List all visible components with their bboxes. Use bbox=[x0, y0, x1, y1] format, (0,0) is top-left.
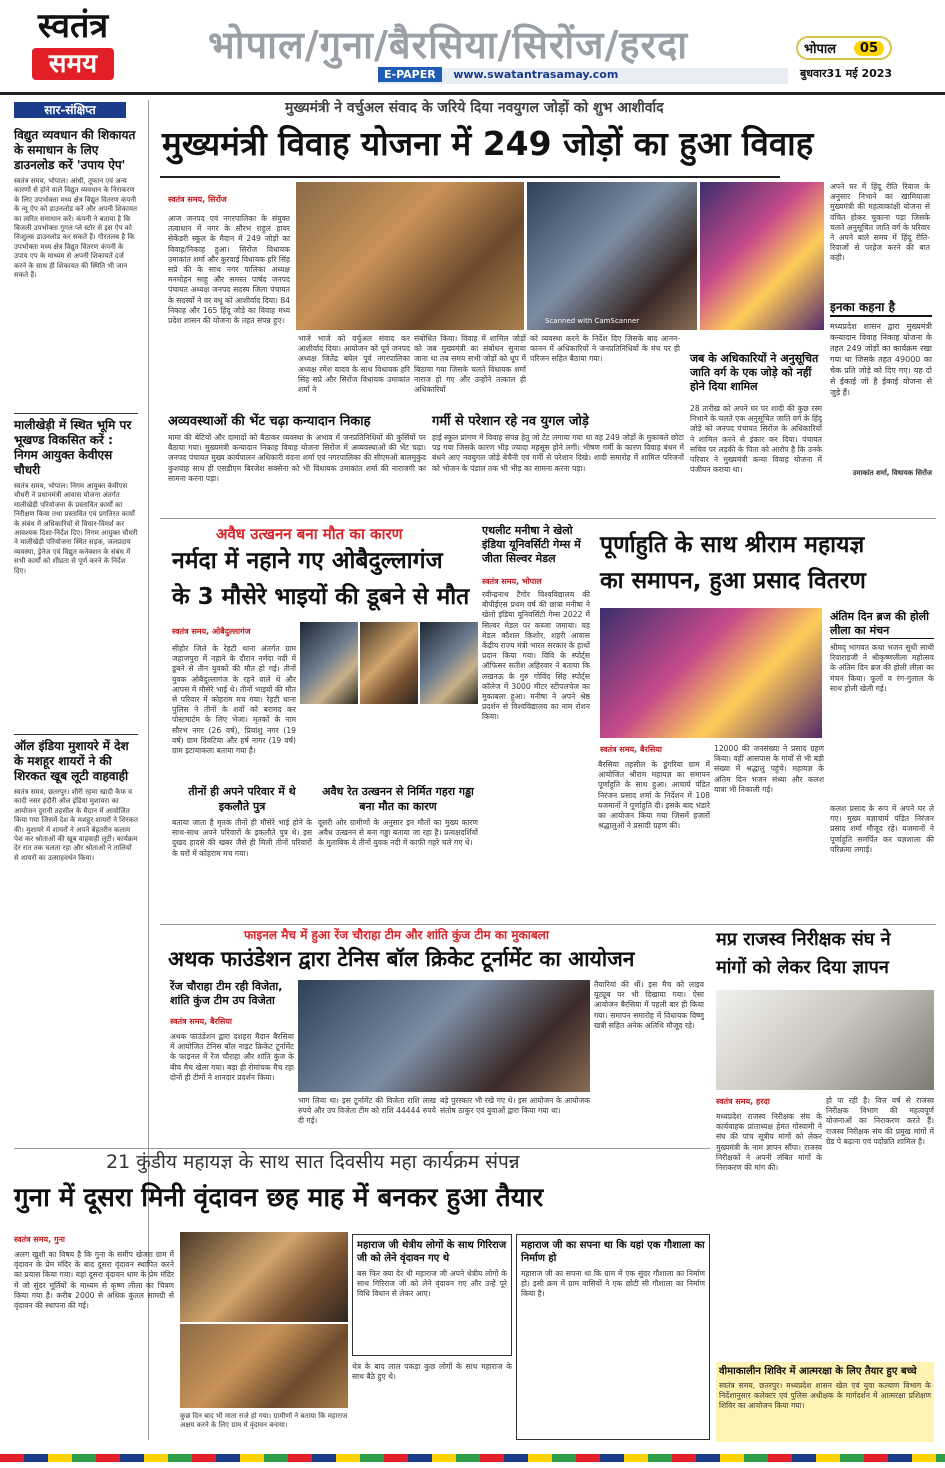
sidebar-item-body: स्वतंत्र समय, भोपाल। आंधी, तूफान एवं अन्य कारणों से होने वाले विद्युत व्यवधान के निराकरण के लिए उपभोक्ता मध्य क्षेत्र विद्युत वितरण कंपनी के न्यू ऐप को डाउनलोड करें और अपनी शिकायत का त्वरित समाधान करें। कंपनी ने बताया है कि बिजली उपभोक्ता गूगल प्ले स्टोर से इस ऐप को निःशुल्क डाउनलोड कर सकते हैं। गौरतलब है कि उपभोक्ता मध्य क्षेत्र विद्युत वितरण कंपनी के उपाय एप के माध्यम से अपनी शिकायतें दर्ज करने के साथ ही शिकायत की स्थिति भी जान सकते हैं। bbox=[14, 177, 138, 280]
camp-box bbox=[716, 1362, 934, 1442]
camp-body: स्वतंत्र समय, छतरपुर। मध्यप्रदेश शासन खेल एवं युवा कल्याण विभाग के निर्देशानुसार कलेक्टर एवं पुलिस अधीक्षक के मार्गदर्शन में आत्मरक्षा प्रशिक्षण शिविर का आयोजन किया गया। bbox=[719, 1381, 931, 1411]
vrindavan-headline: गुना में दूसरा मिनी वृंदावन छह माह में बनकर हुआ तैयार bbox=[14, 1183, 544, 1213]
cricket-team-photo bbox=[298, 980, 590, 1092]
section-rule bbox=[14, 1148, 710, 1149]
section-rule bbox=[160, 924, 936, 925]
masthead-rule bbox=[0, 92, 945, 95]
page-number: 05 bbox=[854, 41, 884, 56]
vrindavan-box-1-head: महाराज जी थेत्रीय लोगों के साथ गिरिराज जी को लेने वृंदावन गए थे bbox=[357, 1240, 507, 1264]
sub-box-2 bbox=[432, 414, 684, 514]
drowning-sub-2: अवैध रेत उत्खनन से निर्मित गहरा गड्ढा बना मौत का कारण bbox=[322, 785, 474, 813]
cricket-body-4: तैयारियां की थीं। इस मैच को लाइव यूट्यूब पर भी दिखाया गया। ऐसा आयोजन बैरसिया में पहली बार ही किया गया। समापन समारोह में विधायक विष्णु खत्री सहित अनेक अतिथि मौजूद रहे। bbox=[594, 980, 704, 1030]
lead-subhead-3: जब के अधिकारियों ने अनुसूचित जाति वर्ग के एक जोड़े को नहीं होने दिया शामिल bbox=[690, 352, 819, 393]
vrindavan-box-3: थेत्र के बाद लाल पकड़ा कुछ लोगों के साथ महाराज के साथ बैठे हुए थे। bbox=[352, 1362, 512, 1382]
sidebar-title: सार-संक्षिप्त bbox=[14, 102, 126, 118]
drowning-body: सीहोर जिले के रेहटी थाना अंतर्गत ग्राम जहाजपुरा में नहाने के दौरान नर्मदा नदी में डूबने से तीन युवकों की मौत हो गई। तीनों युवक ओबैदुल्लागंज के रहने वाले थे और आपस में मौसेरे भाई थे। तीनों भाइयों की मौत से परिवार में कोहराम मच गया। रेहटी थाना पुलिस ने तीनों के शवों को बरामद कर पोस्टमार्टम के लिए भेजा। मृतकों के नाम सौरभ नगर (26 वर्ष), प्रियांशु नगर (19 वर्ष) ग्राम दिवटिया और हर्ष नागर (19 वर्ष) ग्राम इटायाकला बताया गया है। bbox=[172, 644, 296, 756]
column-divider bbox=[148, 100, 149, 1440]
lead-headline: मुख्यमंत्री विवाह योजना में 249 जोड़ों का हुआ विवाह bbox=[162, 124, 814, 163]
drowning-sub-1-body: बताया जाता है मृतक तीनों ही मौसेरे भाई होने के साथ-साथ अपने परिवारों के इकलौते पुत्र थे। इस दुखद हादसे की खबर जैसे ही मिली तीनों परिवारों के घरों में कोहराम मच गया। bbox=[172, 818, 312, 858]
vrindavan-body: अलग खुशी का विषय है कि गुना के समीप खेजरा ग्राम में वृंदावन के प्रेम मंदिर के बाद दूसरा वृंदावन स्थापित करने का प्रयास किया गया। यहां दूसरा वृंदावन धाम के प्रेम मंदिर में जो सुंदर मूर्तियों के माध्यम से कृष्ण लीला का चित्रण किया गया है। करीब 2000 से अधिक कुंतल सामग्री से वृंदावन की स्थापना की गई। bbox=[14, 1250, 174, 1311]
sub-box-1-head: अव्यवस्थाओं की भेंट चढ़ा कन्यादान निकाह bbox=[168, 414, 371, 429]
epaper-label: E-PAPER bbox=[378, 67, 442, 82]
rajasv-photo bbox=[716, 990, 934, 1090]
vrindavan-photo-temple bbox=[180, 1232, 348, 1322]
page-indicator bbox=[796, 36, 892, 60]
yagya-photo bbox=[600, 608, 822, 738]
issue-date: बुधवार31 मई 2023 bbox=[800, 67, 893, 80]
yagya-headline-1: पूर्णाहुति के साथ श्रीराम महायज्ञ bbox=[600, 532, 865, 558]
vrindavan-box-2 bbox=[516, 1234, 710, 1440]
athlete-byline: स्वतंत्र समय, भोपाल bbox=[482, 577, 542, 586]
lead-body-6: 28 तारीख को अपने घर पर शादी की कुछ रस्म निभाने के चलते एक अनुसूचित जाति वर्ग के हिंदू जोड़े को जनपद पंचायत सिरोंज के अधिकारियों ने शामिल करने से इंकार कर दिया। पंचायत सचिव पर लड़की के पिता को आरोप है कि उनके परिवार ने मुख्यमंत्री कन्या विवाह योजना में पंजीयन कराया था। bbox=[690, 404, 822, 475]
rajasv-body-1: मध्यप्रदेश राजस्व निरीक्षक संघ के कार्यवाहक प्रांताध्यक्ष हेमंत गोस्वामी ने संघ की पांच सूत्रीय मांगों को लेकर मुख्यमंत्री के नाम ज्ञापन सौंपा। राजस्व निरीक्षकों ने अपनी लंबित मांगों के निराकरण की मांग की। bbox=[716, 1112, 822, 1173]
holi-body: श्रीमद् भागवत कथा भजन सुधी साथी रिवाराडजी ने श्रीकृष्णलीला महोत्सव के अंतिम दिन ब्रज की होली लीला का मंचन किया। फूलों व रंग-गुलाल के साथ होली खेली गई। bbox=[830, 643, 934, 693]
athlete-body: रवीन्द्रनाथ टैगोर विश्वविद्यालय की बीपीईएस प्रथम वर्ष की छात्रा मनीषा ने खेलो इंडिया यूनिवर्सिटी गेम्स 2022 में सिल्वर मेडल पर कब्जा जमाया। यह मेडल कौशल किशोर, शहरी आवास केंद्रीय राज्य मंत्री भारत सरकार के हाथों प्रदान किया गया। विवि के स्पोर्ट्स ऑफिसर सतीश अहिरवार ने बताया कि लखनऊ के गुरु गोविंद सिंह स्पोर्ट्स कॉलेज में 3000 मीटर स्टीपलचेज का मुकाबला हुआ। मनीषा ने अपने श्रेष्ठ प्रदर्शन से विश्वविद्यालय का नाम रोशन किया। bbox=[482, 590, 590, 722]
logo-bottom-text: समय bbox=[32, 48, 114, 80]
drowning-headline-1: नर्मदा में नहाने गए ओबैदुल्लागंज bbox=[172, 548, 443, 574]
drowning-headline-2: के 3 मौसेरे भाइयों की डूबने से मौत bbox=[172, 584, 470, 610]
rajasv-body-2: हो पा रही है। वित्त वर्ष से राजस्व निरीक्षक विभाग की महत्वपूर्ण योजनाओं का निराकरण करते हैं। राजस्व निरीक्षक संघ की प्रमुख मांगों में ग्रेड पे बढ़ाना एवं पदोन्नति शामिल है। bbox=[826, 1096, 934, 1146]
victim-photo-3 bbox=[420, 622, 478, 704]
sub-box-2-body: हाई स्कूल प्रांगण में विवाह संपन्न हेतु जो टेंट लगाया गया था वह 249 जोड़ों के मुकाबले छोटा पड़ गया जिसके कारण भीड़ ज्यादा महसूस होने लगी। भीषण गर्मी के कारण विवाह बंधन में बंधने आए नवयुगल जोड़े बेचैनी एवं गर्मी से परेशान दिखे। शादी समारोह में शामिल परिजनों को भोजन के पंडाल तक भी भीड़ का सामना करना पड़ा। bbox=[432, 433, 684, 473]
lead-photo-stage bbox=[700, 182, 824, 330]
vrindavan-photo-saint bbox=[180, 1324, 348, 1408]
page-city: भोपाल bbox=[804, 42, 837, 57]
edition-cities: भोपाल/गुना/बैरसिया/सिरोंज/हरदा bbox=[208, 23, 689, 67]
cricket-body-2: भाग लिया था। इस टूर्नामेंट की विजेता राशि लाख रुपये और उप विजेता टीम को राशि 44444 रुपये दी गई। bbox=[298, 1096, 436, 1126]
lead-body-1: आज जनपद एवं नगरपालिका के संयुक्त तत्वाधान में नगर के सौरभ राहुल हायर सेकेंडरी स्कूल के मैदान में 249 जोड़ों का विवाह/निकाह हुआ। सिरोंज विधायक उमाकांत शर्मा और कुरवाई विधायक हरि सिंह सप्रे की के साथ नगर पालिका अध्यक्ष मनमोहन साहू और समस्त पार्षद जनपद पंचायत अध्यक्ष जनपद सदस्य जिला पंचायत के सदस्यों ने वर वधू को आशीर्वाद दिया। 84 निकाह और 165 हिंदू जोड़े का विवाह मध्य प्रदेश शासन की योजना के तहत संपन्न हुए। bbox=[168, 214, 290, 326]
sidebar-item-body: स्वतंत्र समय, छतरपुर। शीरी रहमा खादी कैफ व कादी नसर इंदौरी ऑल इंडिया मुशायरा का आयोजन दुरानी तहसील के मैदान में आयोजित किया गया जिसमें देश के मशहूर शायरों ने शिरकत की। मुशायरे में शायरों ने अपने बेहतरीन कलाम पेश कर श्रोताओं की खूब वाहवाही लूटी। कार्यक्रम देर रात तक चलता रहा और श्रोताओं ने तालियों से शायरों का उत्साहवर्धन किया। bbox=[14, 788, 138, 862]
cricket-sub: रेंज चौराहा टीम रही विजेता, शांति कुंज टीम उप विजेता bbox=[170, 980, 283, 1007]
divider bbox=[14, 413, 138, 414]
lead-photo-couples bbox=[296, 182, 524, 330]
holi-head: अंतिम दिन ब्रज की होली लीला का मंचन bbox=[830, 610, 934, 639]
lead-body-3: संबोधित किया। विवाह में शामिल जोड़ों को जब मुख्यमंत्री का संबोधन सुनाया जाना था तब समय सभी जोड़ों को धूप में बिठाया गया जिसके चलते विधायक शर्मा नाराज हो गए और उन्होंने तत्काल ही अधिकारियों bbox=[414, 334, 526, 395]
section-rule bbox=[160, 518, 936, 519]
athlete-head: एथलीट मनीषा ने खेलो इंडिया यूनिवर्सिटी गेम्स में जीता सिल्वर मेडल bbox=[482, 524, 581, 565]
newspaper-logo bbox=[8, 6, 138, 86]
quote-head: इनका कहना है bbox=[830, 300, 932, 317]
cricket-kicker: फाइनल मैच में हुआ रेंज चौराहा टीम और शांति कुंज टीम का मुकाबला bbox=[244, 928, 549, 942]
cricket-body-1: अथक फाउंडेशन द्वारा दशहरा मैदान बैरसिया में आयोजित टेनिस बॉल नाइट क्रिकेट टूर्नामेंट के फाइनल में रेंज चौराहा और शांति कुंज के बीच मैच खेला गया। बड़ा ही रोमांचक मैच रहा दोनों ही टीमों ने शानदार प्रदर्शन किया। bbox=[170, 1032, 294, 1082]
yagya-body-1: बैरसिया तहसील के डूंगरिया ग्राम में आयोजित श्रीराम महायज्ञ का समापन पूर्णाहुति के साथ हुआ। आचार्य पंडित निरंजन प्रसाद शर्मा के निर्देशन में 108 यजमानों ने पूर्णाहुति दी। इसके बाद भंडारे का आयोजन किया गया जिसमें हजारों श्रद्धालुओं ने प्रसादी ग्रहण की। bbox=[598, 760, 710, 831]
yagya-body-3: कलश प्रसाद के रूप में अपने घर ले गए। मुख्य यज्ञाचार्य पंडित निरंजन प्रसाद शर्मा मौजूद रहे। यजमानों ने पूर्णाहुति समर्पित कर यज्ञशाला की परिक्रमा लगाई। bbox=[830, 804, 934, 854]
vrindavan-byline: स्वतंत्र समय, गुना bbox=[14, 1235, 65, 1244]
lead-body-5: अपने घर में हिंदू रीति रिवाज के अनुसार निभाने का खामियाजा मुख्यमंत्री की महत्वाकांक्षी योजना से वंचित होकर चुकाना पड़ा जिसके चलते अनुसूचित जाति वर्ग के परिवार ने अपने बाले समय में हिंदू रीति-रिवाजों से परहेज करने की बात कही। bbox=[830, 182, 930, 263]
lead-body-4: को व्यवस्था करने के निर्देश दिए जिसके बाद आनन-फानन में अधिकारियों ने जनप्रतिनिधियों के मंच पर ही परिजन सहित बैठाया गया। bbox=[530, 334, 680, 364]
sidebar-item-head: विद्युत व्यवधान की शिकायत के समाधान के लिए डाउनलोड करें 'उपाय ऐप' bbox=[14, 128, 136, 172]
vrindavan-box-1-body: बस फिर क्या देर थी महाराज जी अपने थेत्रीय लोगों के साथ गिरिराज जी को लेने वृंदावन गए और उन्हें पूरे विधि विधान से लेकर आए। bbox=[357, 1269, 507, 1299]
page-footer-bar bbox=[0, 1454, 945, 1462]
cricket-byline: स्वतंत्र समय, बैरसिया bbox=[170, 1017, 233, 1026]
lead-byline: स्वतंत्र समय, सिरोंज bbox=[168, 195, 227, 204]
lead-kicker: मुख्यमंत्री ने वर्चुअल संवाद के जरिये दिया नवयुगल जोड़ों को शुभ आशीर्वाद bbox=[285, 100, 664, 116]
vrindavan-caption: कुछ दिन बाद भी माता राजे हो गया। ग्रामीणों ने बताया कि महाराज अक्षय करने के लिए ग्राम में वृंदावन बनाया। bbox=[180, 1412, 348, 1429]
lead-headline-rule bbox=[160, 176, 780, 178]
cricket-body-3: बड़े पुरस्कार भी रखे गए थे। इस आयोजन के आयोजक संतोष ठाकुर एवं युवाओं द्वारा किया गया था। bbox=[440, 1096, 590, 1116]
yagya-headline-2: का समापन, हुआ प्रसाद वितरण bbox=[600, 568, 866, 594]
logo-top-text: स्वतंत्र bbox=[37, 6, 109, 46]
rajasv-headline-2: मांगों को लेकर दिया ज्ञापन bbox=[716, 957, 889, 978]
quote-box bbox=[830, 300, 932, 508]
vrindavan-box-1 bbox=[352, 1234, 512, 1356]
drowning-sub-2-body: दूसरी ओर ग्रामीणों के अनुसार इन मौतों का मुख्य कारण अवैध उत्खनन से बना गड्ढा बताया जा रहा है। प्रत्यक्षदर्शियों के मुताबिक ये तीनों युवक नदी में काफी गहरे चले गए थे। bbox=[318, 818, 478, 848]
victim-photo-1 bbox=[300, 622, 358, 704]
epaper-strip bbox=[378, 68, 788, 84]
sidebar-column bbox=[14, 124, 138, 1248]
holi-box bbox=[830, 610, 934, 800]
camp-head: वीमाकालीन शिविर में आत्मरक्षा के लिए तैयार हुए बच्चे bbox=[719, 1366, 917, 1377]
vrindavan-kicker: 21 कुंडीय महायज्ञ के साथ सात दिवसीय महा कार्यक्रम संपन्न bbox=[106, 1151, 520, 1173]
vrindavan-box-2-head: महाराज जी का सपना था कि यहां एक गौशाला का निर्माण हो bbox=[521, 1240, 705, 1264]
sub-box-1 bbox=[168, 414, 426, 514]
quote-attribution: उमाकांत शर्मा, विधायक सिरोंज bbox=[852, 469, 932, 477]
rajasv-byline: स्वतंत्र समय, हरदा bbox=[716, 1097, 770, 1106]
drowning-kicker: अवैध उत्खनन बना मौत का कारण bbox=[216, 525, 403, 543]
yagya-byline: स्वतंत्र समय, बैरसिया bbox=[600, 745, 663, 754]
photo-credit: Scanned with CamScanner bbox=[545, 317, 640, 325]
lead-body-2: भाजे भाजे को वर्चुअल संवाद कर आशीर्वाद दिया। आयोजन को पूर्व जनपद अध्यक्ष जितेंद्र बघेल पूर्व नगरपालिका अध्यक्ष रमेश यादव के साथ विधायक हरि सिंह सप्रे और सिरोंज विधायक उमाकांत शर्मा ने bbox=[298, 334, 410, 395]
cricket-headline: अथक फाउंडेशन द्वारा टेनिस बॉल क्रिकेट टूर्नामेंट का आयोजन bbox=[168, 947, 635, 971]
yagya-body-2: 12000 की जनसंख्या ने प्रसाद ग्रहण किया। वहीं आसपास के गांवों से भी बड़ी संख्या में श्रद्धालु पहुंचे। महायज्ञ के अंतिम दिन भजन संध्या और कलश यात्रा भी निकाली गई। bbox=[714, 744, 824, 794]
sub-box-2-head: गर्मी से परेशान रहे नव युगल जोड़े bbox=[432, 414, 589, 429]
drowning-byline: स्वतंत्र समय, ओबैदुल्लागंज bbox=[172, 627, 251, 636]
divider bbox=[14, 734, 138, 735]
victim-photo-2 bbox=[360, 622, 418, 704]
lead-photo-crowd bbox=[527, 182, 697, 330]
sidebar-item-head: ऑल इंडिया मुशायरे में देश के मशहूर शायरों ने की शिरकत खूब लूटी वाहवाही bbox=[14, 739, 129, 783]
vrindavan-box-2-body: महाराज जी का सपना था कि ग्राम में एक सुंदर गौशाला का निर्माण हो। इसी क्रम में ग्राम वासियों ने एक छोटी सी गौशाला का निर्माण किया है। bbox=[521, 1269, 705, 1299]
sidebar-item-body: स्वतंत्र समय, भोपाल। निगम आयुक्त केवीएस चौधरी ने प्रधानमंत्री आवास योजना अंतर्गत मालीखेड़ी परियोजना के प्रस्तावित कार्यों का निरीक्षण किया तथा प्रस्तावित एवं प्रगतिरत कार्यों के संबंध में अधिकारियों से विचार-विमर्श कर आवश्यक दिशा-निर्देश दिए। निगम आयुक्त चौधरी ने मालीखेड़ी परियोजना स्थित सड़क, जलप्रदाय व्यवस्था, ड्रेनेज एवं विद्युत कनेक्शन के संबंध में सभी कार्यों को शीघ्रता से पूर्ण करने के निर्देश दिए। bbox=[14, 482, 138, 575]
website-link[interactable]: www.swatantrasamay.com bbox=[453, 68, 619, 81]
drowning-sub-1: तीनों ही अपने परिवार में थे इकलौते पुत्र bbox=[188, 785, 296, 813]
sub-box-1-body: मामा की बेटियों और दामादों को बैठाकर व्यवस्था के अभाव में जनप्रतिनिधियों की कुर्सियों पर बैठाया गया। मुख्यमंत्री कन्यादान निकाह विवाह योजना सिरोंज में अव्यवस्थाओं की भेंट चढ़ा। जनपद पंचायत मुख्य कार्यपालन अधिकारी वंदना शर्मा एवं नगरपालिका की सीएमओ बालमुकुंद कुशवाह साथ ही एसडीएम बिरजेश सक्सेना को भी विधायक उमाकांत शर्मा की नाराजगी का सामना करना पड़ा। bbox=[168, 433, 426, 483]
rajasv-headline-1: मप्र राजस्व निरीक्षक संघ ने bbox=[716, 929, 891, 950]
sidebar-item-head: मालीखेड़ी में स्थित भूमि पर भूखण्ड विकसित करें : निगम आयुक्त केवीएस चौधरी bbox=[14, 418, 132, 477]
quote-body: मध्यप्रदेश शासन द्वारा मुख्यमंत्री कन्यादान विवाह निकाह योजना के तहत 249 जोड़ों का कार्यक्रम रखा गया था जिसके तहत 49000 का चेक प्रति जोड़े को दिए गए। यह दो से ईकाई जो है ईकाई योजना से जुड़े हैं। bbox=[830, 322, 932, 397]
